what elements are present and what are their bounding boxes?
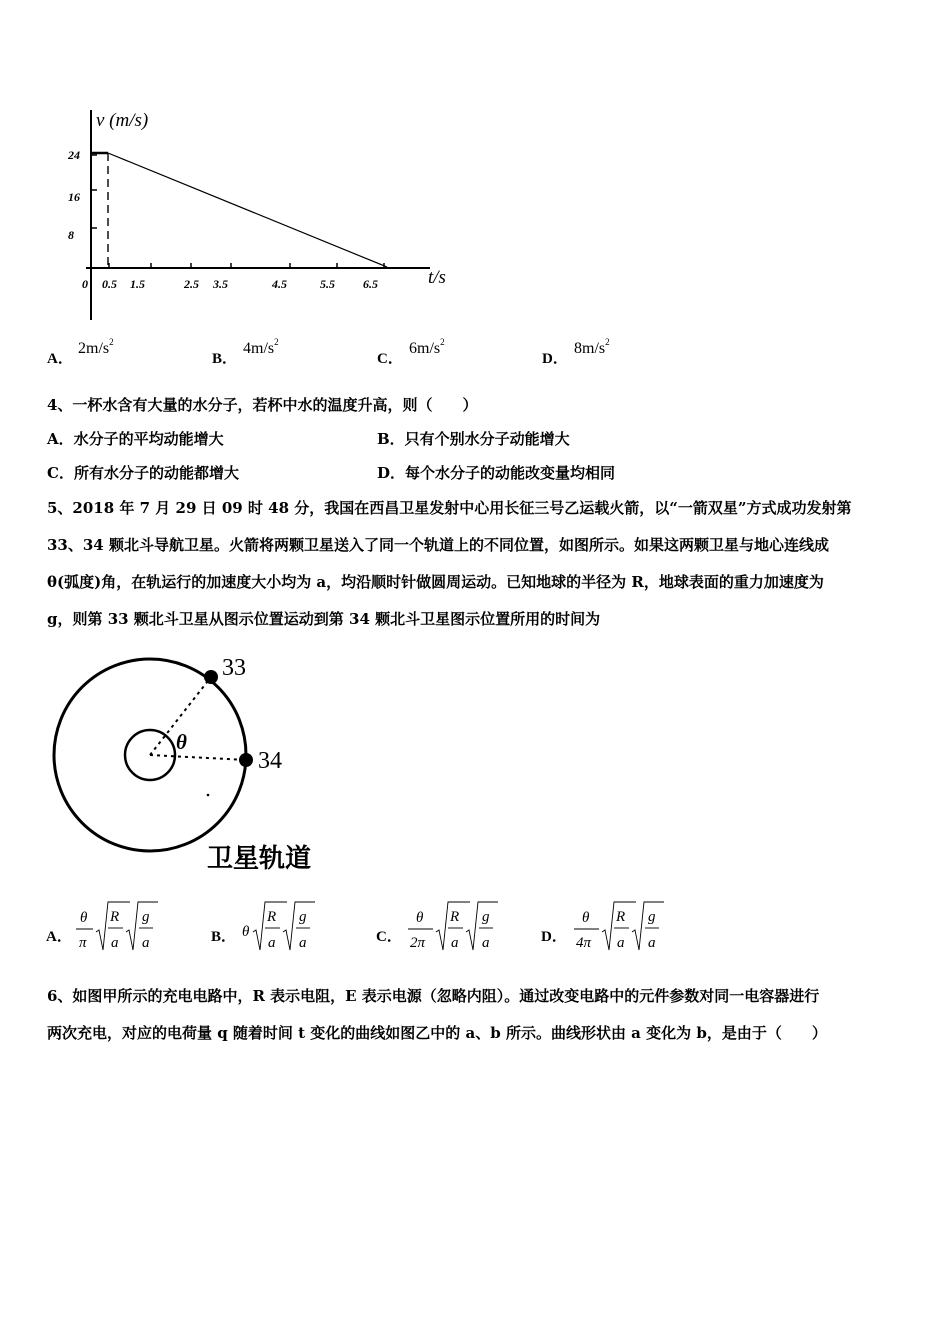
svg-text:θ: θ <box>416 910 424 926</box>
svg-text:a: a <box>482 935 490 951</box>
svg-text:a: a <box>142 935 150 951</box>
angle-label: θ <box>176 730 187 754</box>
velocity-time-graph <box>60 100 480 325</box>
svg-text:4π: 4π <box>576 935 592 951</box>
svg-text:g: g <box>142 909 150 925</box>
satellite-33-label: 33 <box>222 655 246 681</box>
svg-text:2π: 2π <box>410 935 426 951</box>
svg-text:a: a <box>299 935 307 951</box>
orbit-caption: 卫星轨道 <box>207 844 312 873</box>
svg-text:R: R <box>110 909 120 925</box>
svg-text:a: a <box>111 935 119 951</box>
svg-text:a: a <box>268 935 276 951</box>
satellite-34-label: 34 <box>258 748 282 774</box>
satellite-33 <box>204 670 218 684</box>
svg-text:g: g <box>299 909 307 925</box>
svg-text:θ: θ <box>80 910 88 926</box>
velocity-decline <box>108 153 387 267</box>
option-c[interactable]: C． <box>377 351 403 367</box>
svg-text:C．: C． <box>376 929 402 945</box>
svg-text:D．: D． <box>541 929 567 945</box>
q5-stem-line: g，则第 33 颗北斗卫星从图示位置运动到第 34 颗北斗卫星图示位置所用的时间为 <box>47 610 601 628</box>
option-a[interactable]: A． <box>47 351 73 367</box>
q4-option-c[interactable]: C．所有水分子的动能都增大 <box>47 464 239 482</box>
q5-option-c[interactable] <box>376 902 498 951</box>
x-tick-label: 2.5 <box>184 277 199 291</box>
svg-text:R: R <box>616 909 626 925</box>
q4-option-d[interactable]: D．每个水分子的动能改变量均相同 <box>377 464 616 482</box>
x-tick-label: 6.5 <box>363 277 378 291</box>
q6-stem-line: 6、如图甲所示的充电电路中，R 表示电阻，E 表示电源（忽略内阻）。通过改变电路中的元件参数对同一电容器进行 <box>47 987 820 1005</box>
q5-stem-line: θ(弧度)角，在轨运行的加速度大小均为 a，均沿顺时针做圆周运动。已知地球的半径为 R，地球表面的重力加速度为 <box>47 573 824 591</box>
svg-text:A．: A． <box>46 929 72 945</box>
y-tick-label: 24 <box>68 148 80 162</box>
option-b-value: $4m/s^2$ <box>243 337 279 357</box>
svg-text:g: g <box>648 909 656 925</box>
option-d-value: $8m/s^2$ <box>574 337 610 357</box>
svg-text:R: R <box>267 909 277 925</box>
svg-text:a: a <box>648 935 656 951</box>
q4-option-b[interactable]: B．只有个别水分子动能增大 <box>377 430 570 448</box>
svg-text:θ: θ <box>242 924 250 940</box>
q6-stem-line: 两次充电，对应的电荷量 q 随着时间 t 变化的曲线如图乙中的 a、b 所示。曲线形状由 a 变化为 b，是由于（ ） <box>47 1024 827 1042</box>
q5-option-a[interactable] <box>46 902 158 951</box>
x-axis-label: t/s <box>428 267 446 288</box>
radius-to-34 <box>150 755 246 760</box>
q5-options <box>40 898 760 960</box>
q5-option-b[interactable] <box>211 902 315 951</box>
svg-text:a: a <box>451 935 459 951</box>
origin-label: 0 <box>82 277 88 291</box>
orbit-figure <box>45 645 345 885</box>
x-tick-label: 0.5 <box>102 277 117 291</box>
svg-text:π: π <box>79 935 87 951</box>
y-tick-label: 8 <box>68 228 74 242</box>
q5-stem-line: 33、34 颗北斗导航卫星。火箭将两颗卫星送入了同一个轨道上的不同位置，如图所示。如果这两颗卫星与地心连线成 <box>47 536 829 554</box>
q4-stem: 4、一杯水含有大量的水分子，若杯中水的温度升高，则（ ） <box>47 396 478 414</box>
option-b[interactable]: B． <box>212 351 238 367</box>
q5-option-d[interactable] <box>541 902 664 951</box>
option-a-value: $2m/s^2$ <box>78 337 114 357</box>
satellite-34 <box>239 753 253 767</box>
x-tick-label: 1.5 <box>130 277 145 291</box>
x-tick-label: 4.5 <box>272 277 287 291</box>
option-d[interactable]: D． <box>542 351 568 367</box>
x-tick-label: 5.5 <box>320 277 335 291</box>
svg-text:B．: B． <box>211 929 237 945</box>
x-tick-label: 3.5 <box>213 277 228 291</box>
q4-option-a[interactable]: A．水分子的平均动能增大 <box>47 430 224 448</box>
y-tick-label: 16 <box>68 190 80 204</box>
svg-text:θ: θ <box>582 910 590 926</box>
option-c-value: $6m/s^2$ <box>409 337 445 357</box>
q3-options <box>47 337 927 367</box>
stray-dot <box>207 794 210 797</box>
svg-text:g: g <box>482 909 490 925</box>
q5-stem-line: 5、2018 年 7 月 29 日 09 时 48 分，我国在西昌卫星发射中心用长征三号乙运载火箭，以“一箭双星”方式成功发射第 <box>47 499 852 517</box>
svg-text:a: a <box>617 935 625 951</box>
svg-text:R: R <box>450 909 460 925</box>
y-axis-label: v (m/s) <box>96 110 149 131</box>
